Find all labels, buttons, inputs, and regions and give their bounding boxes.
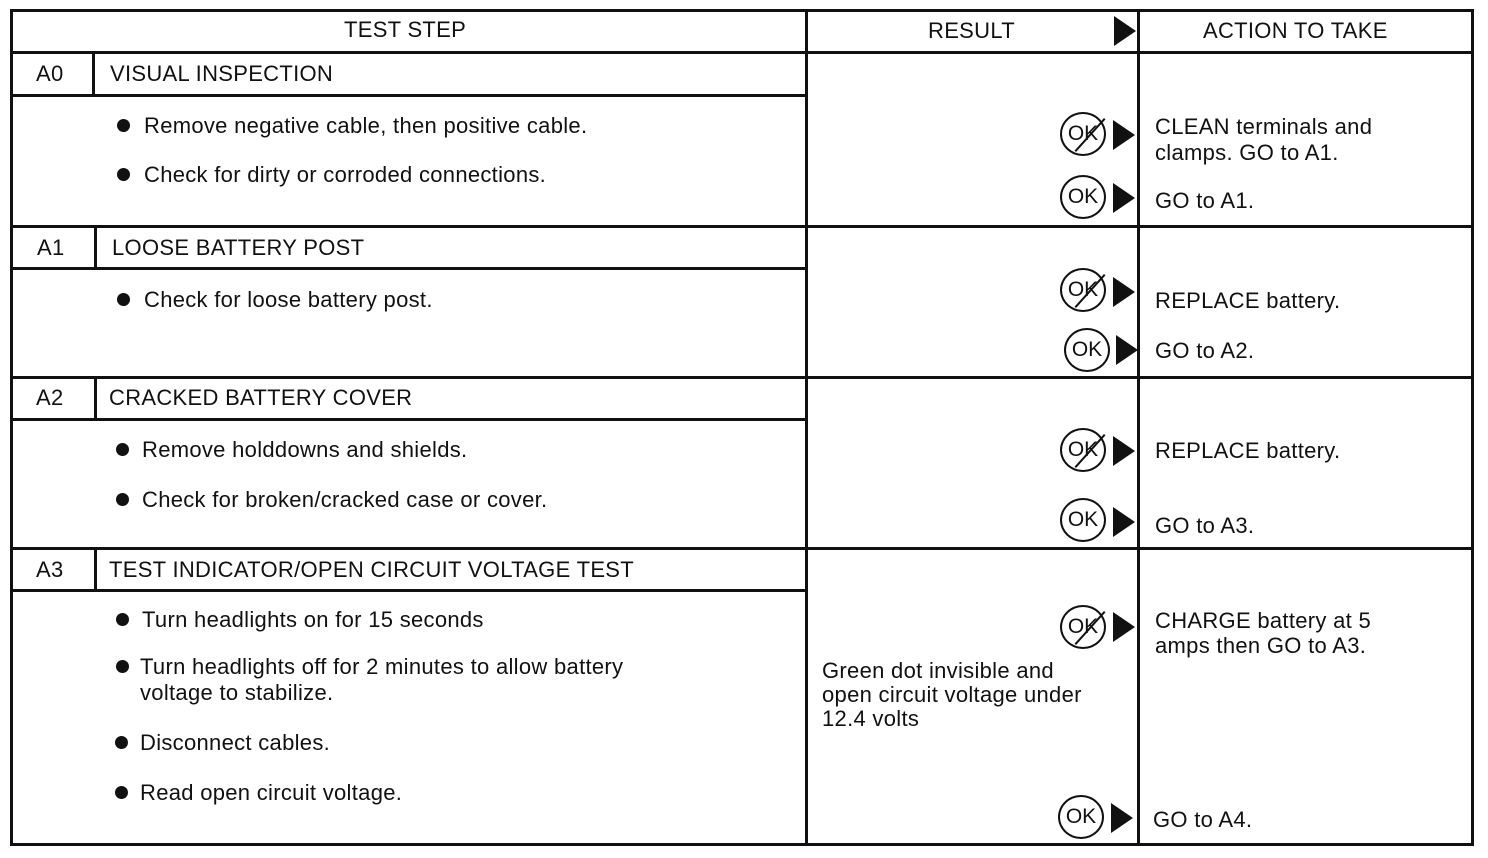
ok-label: OK [1065,805,1097,828]
arrow-icon [1113,612,1135,642]
not-ok-icon [1060,428,1106,472]
step-title-a3: TEST INDICATOR/OPEN CIRCUIT VOLTAGE TEST [109,557,635,582]
arrow-icon [1113,183,1135,213]
step-title-a2: CRACKED BATTERY COVER [109,385,413,410]
row-divider-a2-a3 [10,547,1474,550]
step-a3-bullet-3: Disconnect cables. [140,730,331,755]
a2-title-underline [10,418,808,421]
step-id-a2: A2 [36,385,64,410]
ok-label: OK [1067,122,1099,145]
bullet-icon [116,660,129,673]
row-divider-a1-a2 [10,376,1474,379]
action-a3-1-line-2: amps then GO to A3. [1155,633,1367,658]
header-action: ACTION TO TAKE [1203,18,1388,43]
bullet-icon [116,493,129,506]
col-divider-result-action [1137,9,1140,846]
result-a3-line-2: open circuit voltage under [822,682,1082,707]
a2-id-separator [94,376,97,421]
a0-id-separator [92,51,95,96]
step-id-a3: A3 [36,557,64,582]
action-a0-2: GO to A1. [1155,188,1255,213]
bullet-icon [117,119,130,132]
step-a0-bullet-2: Check for dirty or corroded connections. [144,162,547,187]
ok-label: OK [1067,508,1099,531]
table-left-border [10,9,13,846]
step-a2-bullet-2: Check for broken/cracked case or cover. [142,487,548,512]
step-a3-bullet-4: Read open circuit voltage. [140,780,403,805]
header-arrow-icon [1114,16,1136,46]
bullet-icon [115,786,128,799]
arrow-icon [1113,120,1135,150]
action-a0-1-line-1: CLEAN terminals and [1155,114,1373,139]
step-id-a0: A0 [36,61,64,86]
arrow-icon [1111,803,1133,833]
not-ok-icon [1060,605,1106,649]
table-top-border [10,9,1474,12]
bullet-icon [117,293,130,306]
not-ok-icon [1060,268,1106,312]
a1-title-underline [10,267,808,270]
row-divider-a0-a1 [10,225,1474,228]
a1-id-separator [94,225,97,270]
action-a2-1: REPLACE battery. [1155,438,1341,463]
header-result: RESULT [928,18,1015,43]
action-a1-1: REPLACE battery. [1155,288,1341,313]
step-a1-bullet-1: Check for loose battery post. [144,287,433,312]
table-bottom-border [10,843,1474,846]
ok-label: OK [1067,185,1099,208]
step-a0-bullet-1: Remove negative cable, then positive cable. [144,113,588,138]
a3-title-underline [10,589,808,592]
arrow-icon [1116,335,1138,365]
action-a3-2: GO to A4. [1153,807,1253,832]
table-right-border [1471,9,1474,846]
result-a3-line-3: 12.4 volts [822,706,920,731]
step-id-a1: A1 [37,235,65,260]
ok-label: OK [1067,615,1099,638]
step-a3-bullet-2: Turn headlights off for 2 minutes to allow battery [140,654,624,679]
ok-label: OK [1067,278,1099,301]
not-ok-icon [1060,112,1106,156]
step-a3-bullet-1: Turn headlights on for 15 seconds [142,607,484,632]
ok-icon [1060,498,1106,542]
step-title-a0: VISUAL INSPECTION [110,61,334,86]
ok-icon [1064,328,1110,372]
arrow-icon [1113,507,1135,537]
ok-label: OK [1067,438,1099,461]
a3-id-separator [94,547,97,592]
header-test-step: TEST STEP [344,17,467,42]
step-a2-bullet-1: Remove holddowns and shields. [142,437,468,462]
action-a0-1-line-2: clamps. GO to A1. [1155,140,1339,165]
ok-icon [1060,175,1106,219]
arrow-icon [1113,277,1135,307]
bullet-icon [117,168,130,181]
bullet-icon [115,736,128,749]
action-a1-2: GO to A2. [1155,338,1255,363]
step-a3-bullet-2-cont: voltage to stabilize. [140,680,334,705]
action-a2-2: GO to A3. [1155,513,1255,538]
result-a3-line-1: Green dot invisible and [822,658,1054,683]
ok-icon [1058,795,1104,839]
arrow-icon [1113,436,1135,466]
action-a3-1-line-1: CHARGE battery at 5 [1155,608,1371,633]
ok-label: OK [1071,338,1103,361]
a0-title-underline [10,94,808,97]
step-title-a1: LOOSE BATTERY POST [112,235,365,260]
col-divider-step-result [805,9,808,846]
bullet-icon [116,613,129,626]
header-divider [10,51,1474,54]
bullet-icon [116,443,129,456]
